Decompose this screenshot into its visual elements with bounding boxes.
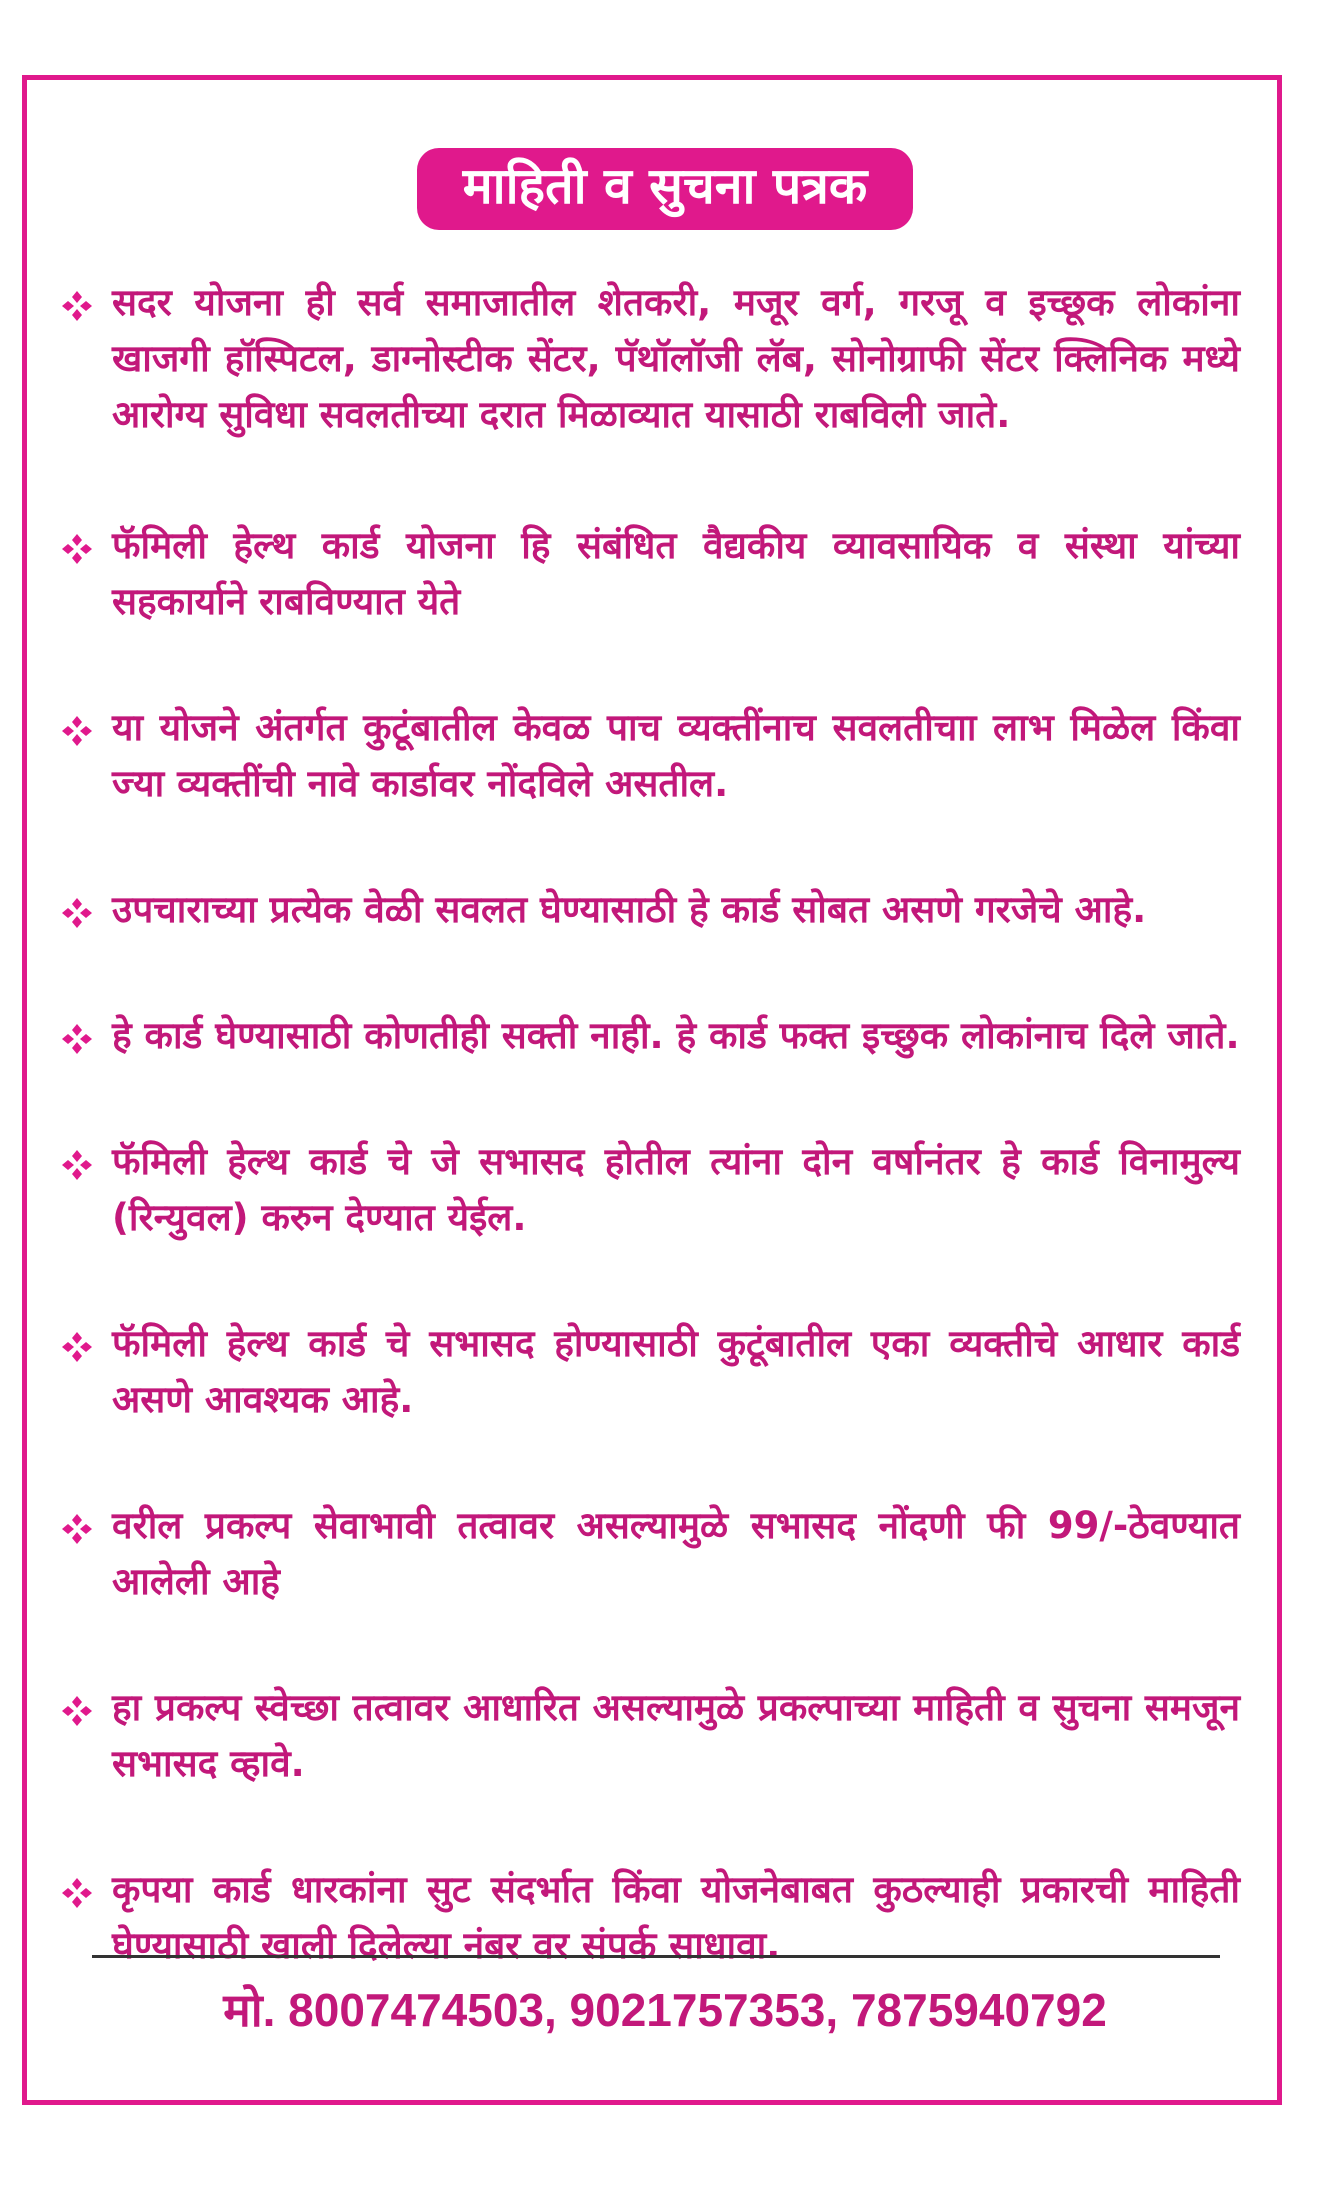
list-item-text: हा प्रकल्प स्वेच्छा तत्वावर आधारित असल्यामुळे प्रकल्पाच्या माहिती व सुचना समजून सभासद व्हावे.	[112, 1686, 1240, 1785]
list-item	[60, 1134, 1240, 1246]
list-item	[60, 1680, 1240, 1792]
diamond-dots-icon	[60, 1680, 112, 1728]
list-item	[60, 1316, 1240, 1428]
list-item-text: हे कार्ड घेण्यासाठी कोणतीही सक्ती नाही. हे कार्ड फक्त इच्छुक लोकांनाच दिले जाते.	[112, 1014, 1240, 1057]
list-item	[60, 1498, 1240, 1610]
list-item-text: कृपया कार्ड धारकांना सुट संदर्भात किंवा योजनेबाबत कुठल्याही प्रकारची माहिती घेण्यासाठी खाली दिलेल्या नंबर वर संपर्क साधावा.	[112, 1868, 1240, 1967]
diamond-dots-icon	[60, 1498, 112, 1546]
list-item	[60, 275, 1240, 443]
diamond-dots-icon	[60, 700, 112, 748]
diamond-dots-icon	[60, 518, 112, 566]
list-item-text: सदर योजना ही सर्व समाजातील शेतकरी, मजूर वर्ग, गरजू व इच्छूक लोकांना खाजगी हॉस्पिटल, डाग्नोस्टीक सेंटर, पॅथॉलॉजी लॅब, सोनोग्राफी सेंटर क्लिनिक मध्ये आरोग्य सुविधा सवलतीच्या दरात मिळाव्यात यासाठी राबविली जाते.	[112, 281, 1240, 436]
diamond-dots-icon	[60, 1008, 112, 1056]
list-item-text: वरील प्रकल्प सेवाभावी तत्वावर असल्यामुळे सभासद नोंदणी फी 99/-ठेवण्यात आलेली आहे	[112, 1504, 1240, 1603]
page-title: माहिती व सुचना पत्रक	[417, 148, 913, 230]
list-item-text: फॅमिली हेल्थ कार्ड चे सभासद होण्यासाठी कुटूंबातील एका व्यक्तीचे आधार कार्ड असणे आवश्यक आहे.	[112, 1322, 1240, 1421]
diamond-dots-icon	[60, 1862, 112, 1910]
list-item-text: उपचाराच्या प्रत्येक वेळी सवलत घेण्यासाठी हे कार्ड सोबत असणे गरजेचे आहे.	[112, 888, 1147, 931]
list-item-text: फॅमिली हेल्थ कार्ड योजना हि संबंधित वैद्यकीय व्यावसायिक व संस्था यांच्या सहकार्याने राबविण्यात येते	[112, 524, 1240, 623]
diamond-dots-icon	[60, 275, 112, 323]
list-item-text: फॅमिली हेल्थ कार्ड चे जे सभासद होतील त्यांना दोन वर्षानंतर हे कार्ड विनामुल्य (रिन्युवल) करुन देण्यात येईल.	[112, 1140, 1240, 1239]
contact-numbers: मो. 8007474503, 9021757353, 7875940792	[223, 1984, 1107, 2036]
title-container	[0, 148, 1330, 230]
divider-line	[92, 1955, 1220, 1958]
list-item	[60, 882, 1240, 938]
list-item-text: या योजने अंतर्गत कुटूंबातील केवळ पाच व्यक्तींनाच सवलतीचाा लाभ मिळेल किंवा ज्या व्यक्तींची नावे कार्डावर नोंदविले असतील.	[112, 706, 1240, 805]
diamond-dots-icon	[60, 882, 112, 930]
list-item	[60, 1008, 1240, 1064]
info-list	[60, 275, 1240, 1974]
list-item	[60, 518, 1240, 630]
diamond-dots-icon	[60, 1134, 112, 1182]
list-item	[60, 700, 1240, 812]
diamond-dots-icon	[60, 1316, 112, 1364]
